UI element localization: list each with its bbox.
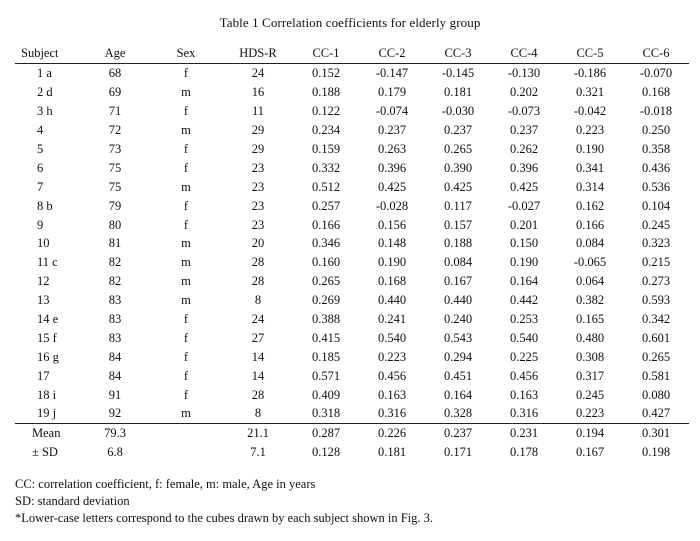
cell-sex: f: [183, 142, 189, 156]
cell-cc-6: 0.265: [641, 349, 671, 364]
cell-cc-1: 0.388: [311, 312, 341, 327]
cell-hds-r: 23: [251, 179, 265, 194]
cell-cc-4: 0.178: [509, 445, 539, 460]
cell-cc-4: 0.442: [509, 293, 539, 308]
cell-cc-4: 0.316: [509, 406, 539, 421]
header-hds-r: HDS-R: [223, 43, 293, 64]
cell-cc-3: 0.167: [443, 274, 473, 289]
header-sex: Sex: [149, 43, 223, 64]
cell-sex: f: [183, 66, 189, 81]
cell-cc-2: 0.148: [377, 236, 407, 251]
cell-sex: f: [183, 387, 189, 402]
cell-age: 84: [108, 349, 122, 364]
cell-age: 6.8: [107, 445, 123, 460]
cell-subject: 6: [37, 160, 44, 175]
cell-hds-r: 23: [251, 198, 265, 213]
cell-sex: m: [181, 274, 191, 289]
cell-cc-6: 0.104: [641, 198, 671, 213]
table-row: [15, 177, 689, 196]
cell-cc-6: 0.342: [641, 312, 671, 327]
cell-cc-2: 0.223: [377, 349, 407, 364]
header-cc-6: CC-6: [623, 43, 689, 64]
cell-cc-3: 0.117: [444, 198, 472, 213]
cell-cc-6: 0.427: [641, 406, 671, 421]
cell-cc-2: 0.190: [377, 255, 407, 270]
cell-hds-r: 14: [251, 349, 265, 364]
cell-cc-6: 0.198: [641, 445, 671, 460]
table-notes: [15, 476, 433, 527]
cell-cc-1: 0.188: [311, 85, 341, 100]
cell-cc-4: -0.073: [507, 104, 541, 119]
cell-cc-1: 0.287: [293, 423, 359, 442]
cell-hds-r: 29: [251, 142, 265, 156]
cell-cc-3: 0.265: [443, 142, 473, 156]
table-summary: [15, 423, 689, 461]
cell-cc-5: 0.166: [575, 217, 605, 232]
cell-cc-4: 0.540: [509, 330, 539, 345]
table-row: [15, 366, 689, 385]
cell-cc-6: 0.250: [641, 123, 671, 138]
cell-subject: Mean: [15, 423, 81, 442]
table-row: [15, 140, 689, 159]
cell-cc-3: 0.164: [443, 387, 473, 402]
cell-cc-4: 0.201: [509, 217, 539, 232]
cell-subject: 15 f: [37, 330, 57, 345]
cell-cc-3: 0.451: [443, 368, 473, 383]
cell-sex: f: [183, 330, 189, 345]
cell-cc-3: 0.237: [443, 123, 473, 138]
cell-cc-3: 0.188: [443, 236, 473, 251]
cell-cc-1: 0.234: [311, 123, 341, 138]
cell-age: 73: [108, 142, 122, 156]
cell-cc-6: 0.436: [641, 160, 671, 175]
sd-row: [15, 443, 689, 462]
cell-cc-2: 0.226: [359, 423, 425, 442]
cell-cc-5: 0.480: [575, 330, 605, 345]
cell-age: 83: [108, 312, 122, 327]
note-sd: SD: standard deviation: [15, 494, 130, 508]
table-row: [15, 121, 689, 140]
cell-cc-3: -0.145: [441, 66, 475, 81]
note-abbreviations: CC: correlation coefficient, f: female, m: male, Age in years: [15, 477, 316, 491]
cell-age: 68: [108, 66, 122, 81]
cell-cc-4: 0.456: [509, 368, 539, 383]
header-cc-1: CC-1: [293, 43, 359, 64]
cell-cc-4: 0.231: [491, 423, 557, 442]
cell-cc-1: 0.415: [311, 330, 341, 345]
cell-subject: 17: [37, 368, 50, 383]
cell-age: 75: [108, 160, 122, 175]
cell-sex: f: [183, 349, 189, 364]
cell-cc-6: 0.273: [641, 274, 671, 289]
cell-cc-4: 0.396: [509, 160, 539, 175]
cell-cc-3: 0.240: [443, 312, 473, 327]
cell-subject: 7: [37, 179, 44, 194]
cell-cc-2: 0.156: [377, 217, 407, 232]
cell-cc-4: 0.202: [509, 85, 539, 100]
cell-age: 84: [108, 368, 122, 383]
cell-subject: 1 a: [37, 66, 52, 81]
cell-sex: m: [181, 406, 191, 421]
cell-cc-1: 0.269: [311, 293, 341, 308]
cell-cc-6: 0.301: [623, 423, 689, 442]
cell-subject: 2 d: [37, 85, 53, 100]
cell-cc-6: 0.601: [641, 330, 671, 345]
table-row: [15, 291, 689, 310]
cell-cc-1: 0.185: [311, 349, 341, 364]
cell-cc-5: 0.190: [575, 142, 605, 156]
cell-cc-5: 0.317: [575, 368, 605, 383]
cell-cc-4: 0.164: [509, 274, 539, 289]
cell-cc-5: 0.162: [575, 198, 605, 213]
cell-cc-2: 0.540: [377, 330, 407, 345]
cell-hds-r: 23: [251, 160, 265, 175]
cell-cc-1: 0.512: [311, 179, 341, 194]
cell-cc-3: 0.328: [443, 406, 473, 421]
cell-hds-r: 11: [251, 104, 265, 119]
cell-cc-2: 0.440: [377, 293, 407, 308]
cell-cc-4: 0.253: [509, 312, 539, 327]
cell-hds-r: 14: [251, 368, 265, 383]
cell-sex: f: [183, 312, 189, 327]
cell-cc-4: -0.130: [507, 66, 541, 81]
cell-cc-2: 0.456: [377, 368, 407, 383]
cell-cc-5: 0.341: [575, 160, 605, 175]
cell-subject: 16 g: [37, 349, 59, 364]
cell-cc-4: -0.027: [507, 198, 541, 213]
cell-sex: f: [183, 160, 189, 175]
table-row: [15, 64, 689, 83]
cell-sex: f: [183, 104, 189, 119]
cell-cc-3: 0.543: [443, 330, 473, 345]
cell-cc-1: 0.409: [311, 387, 341, 402]
cell-cc-4: 0.163: [509, 387, 539, 402]
cell-hds-r: 24: [251, 66, 265, 81]
table-row: [15, 272, 689, 291]
header-cc-5: CC-5: [557, 43, 623, 64]
cell-sex: f: [183, 368, 189, 383]
cell-cc-5: 0.308: [575, 349, 605, 364]
cell-cc-4: 0.190: [509, 255, 539, 270]
cell-cc-2: -0.147: [375, 66, 409, 81]
cell-hds-r: 28: [251, 255, 265, 270]
cell-cc-6: 0.593: [641, 293, 671, 308]
cell-cc-3: 0.171: [443, 445, 473, 460]
cell-subject: 8 b: [37, 198, 53, 213]
cell-cc-4: 0.225: [509, 349, 539, 364]
cell-cc-5: 0.382: [575, 293, 605, 308]
cell-cc-2: 0.425: [377, 179, 407, 194]
cell-cc-3: 0.425: [443, 179, 473, 194]
cell-cc-5: 0.194: [557, 423, 623, 442]
cell-cc-1: 0.257: [311, 198, 341, 213]
table-row: [15, 328, 689, 347]
cell-cc-6: 0.245: [641, 217, 671, 232]
cell-cc-6: 0.080: [641, 387, 671, 402]
mean-row: [15, 423, 689, 442]
cell-hds-r: 7.1: [250, 445, 266, 460]
note-letters: *Lower-case letters correspond to the cubes drawn by each subject shown in Fig. 3.: [15, 511, 434, 525]
cell-cc-6: 0.323: [641, 236, 671, 251]
cell-hds-r: 8: [254, 293, 262, 308]
cell-age: 82: [108, 274, 122, 289]
cell-cc-1: 0.346: [311, 236, 341, 251]
cell-subject: 3 h: [37, 104, 53, 119]
cell-sex: m: [181, 236, 191, 251]
cell-age: 81: [108, 236, 122, 251]
table-header-row: [15, 43, 689, 64]
cell-cc-1: 0.128: [311, 445, 341, 460]
cell-cc-3: -0.030: [441, 104, 475, 119]
cell-cc-1: 0.332: [311, 160, 341, 175]
cell-cc-5: 0.314: [575, 179, 605, 194]
table-row: [15, 234, 689, 253]
header-subject: Subject: [15, 43, 81, 64]
cell-hds-r: 29: [251, 123, 265, 138]
cell-cc-3: 0.157: [443, 217, 473, 232]
table-row: [15, 253, 689, 272]
cell-cc-3: 0.181: [443, 85, 473, 100]
cell-age: 80: [108, 217, 122, 232]
cell-subject: 14 e: [37, 312, 59, 327]
table-row: [15, 215, 689, 234]
cell-cc-2: -0.074: [375, 104, 409, 119]
table-row: [15, 347, 689, 366]
table-row: [15, 102, 689, 121]
cell-age: 72: [108, 123, 122, 138]
cell-cc-6: 0.358: [641, 142, 671, 156]
cell-cc-5: 0.167: [575, 445, 605, 460]
table-row: [15, 404, 689, 423]
cell-cc-1: 0.265: [311, 274, 341, 289]
cell-cc-1: 0.159: [311, 142, 341, 156]
cell-cc-5: 0.223: [575, 123, 605, 138]
table-body: [15, 64, 689, 424]
cell-cc-4: 0.150: [509, 236, 539, 251]
cell-cc-3: 0.440: [443, 293, 473, 308]
cell-age: 75: [108, 179, 122, 194]
cell-subject: 18 i: [37, 387, 57, 402]
cell-subject: 19 j: [37, 406, 57, 421]
cell-hds-r: 20: [251, 236, 265, 251]
cell-age: 79.3: [81, 423, 149, 442]
cell-sex: m: [181, 293, 191, 308]
cell-hds-r: 16: [251, 85, 265, 100]
cell-hds-r: 23: [251, 217, 265, 232]
cell-hds-r: 24: [251, 312, 265, 327]
cell-cc-2: 0.396: [377, 160, 407, 175]
cell-hds-r: 28: [251, 387, 265, 402]
header-cc-3: CC-3: [425, 43, 491, 64]
cell-cc-4: 0.237: [509, 123, 539, 138]
cell-cc-1: 0.160: [311, 255, 341, 270]
cell-hds-r: 21.1: [223, 423, 293, 442]
cell-sex: f: [183, 198, 189, 213]
cell-cc-2: 0.181: [377, 445, 407, 460]
cell-cc-5: 0.321: [575, 85, 605, 100]
cell-cc-5: -0.065: [573, 255, 607, 270]
header-age: Age: [81, 43, 149, 64]
cell-cc-4: 0.262: [509, 142, 539, 156]
cell-cc-2: 0.263: [377, 142, 407, 156]
cell-cc-6: -0.070: [639, 66, 673, 81]
table-row: [15, 196, 689, 215]
cell-subject: 9: [37, 217, 44, 232]
cell-subject: 10: [37, 236, 50, 251]
cell-age: 83: [108, 293, 122, 308]
cell-sex: m: [181, 123, 191, 138]
cell-cc-2: 0.241: [377, 312, 407, 327]
cell-cc-2: 0.163: [377, 387, 407, 402]
cell-cc-5: 0.165: [575, 312, 605, 327]
cell-subject: 13: [37, 293, 50, 308]
cell-cc-1: 0.571: [311, 368, 341, 383]
cell-sex: m: [181, 179, 191, 194]
cell-age: 91: [108, 387, 122, 402]
cell-cc-6: 0.581: [641, 368, 671, 383]
table-row: [15, 158, 689, 177]
cell-cc-5: 0.084: [575, 236, 605, 251]
cell-subject: ± SD: [32, 445, 58, 460]
cell-cc-6: 0.168: [641, 85, 671, 100]
cell-cc-1: 0.152: [311, 66, 341, 81]
correlation-table: [15, 43, 689, 462]
cell-cc-1: 0.166: [311, 217, 341, 232]
cell-cc-3: 0.294: [443, 349, 473, 364]
cell-subject: 4: [37, 123, 44, 138]
cell-subject: 5: [37, 142, 44, 156]
cell-cc-4: 0.425: [509, 179, 539, 194]
cell-subject: 11 c: [37, 255, 58, 270]
cell-cc-3: 0.084: [443, 255, 473, 270]
table-row: [15, 385, 689, 404]
cell-cc-5: -0.186: [573, 66, 607, 81]
cell-cc-2: -0.028: [375, 198, 409, 213]
cell-cc-1: 0.318: [311, 406, 341, 421]
cell-age: 69: [108, 85, 122, 100]
cell-hds-r: 8: [254, 406, 262, 421]
cell-age: 71: [108, 104, 122, 119]
cell-hds-r: 28: [251, 274, 265, 289]
cell-cc-6: 0.215: [641, 255, 671, 270]
cell-cc-6: 0.536: [641, 179, 671, 194]
header-cc-4: CC-4: [491, 43, 557, 64]
cell-age: 82: [108, 255, 122, 270]
cell-age: 92: [108, 406, 122, 421]
table-row: [15, 310, 689, 329]
cell-cc-2: 0.237: [377, 123, 407, 138]
cell-subject: 12: [37, 274, 50, 289]
table-caption: Table 1 Correlation coefficients for elderly group: [219, 15, 481, 30]
header-cc-2: CC-2: [359, 43, 425, 64]
cell-cc-3: 0.390: [443, 160, 473, 175]
cell-cc-1: 0.122: [311, 104, 341, 119]
cell-sex: m: [181, 255, 191, 270]
cell-sex: [149, 423, 223, 442]
cell-sex: m: [181, 85, 191, 100]
cell-cc-3: 0.237: [425, 423, 491, 442]
cell-cc-5: 0.223: [575, 406, 605, 421]
cell-cc-2: 0.179: [377, 85, 407, 100]
cell-cc-2: 0.316: [377, 406, 407, 421]
table-row: [15, 83, 689, 102]
cell-cc-2: 0.168: [377, 274, 407, 289]
cell-hds-r: 27: [251, 330, 265, 345]
cell-age: 83: [108, 330, 122, 345]
cell-sex: f: [183, 217, 189, 232]
cell-sex: [149, 443, 223, 462]
cell-age: 79: [108, 198, 122, 213]
cell-cc-6: -0.018: [639, 104, 673, 119]
cell-cc-5: 0.245: [575, 387, 605, 402]
cell-cc-5: 0.064: [575, 274, 605, 289]
cell-cc-5: -0.042: [573, 104, 607, 119]
